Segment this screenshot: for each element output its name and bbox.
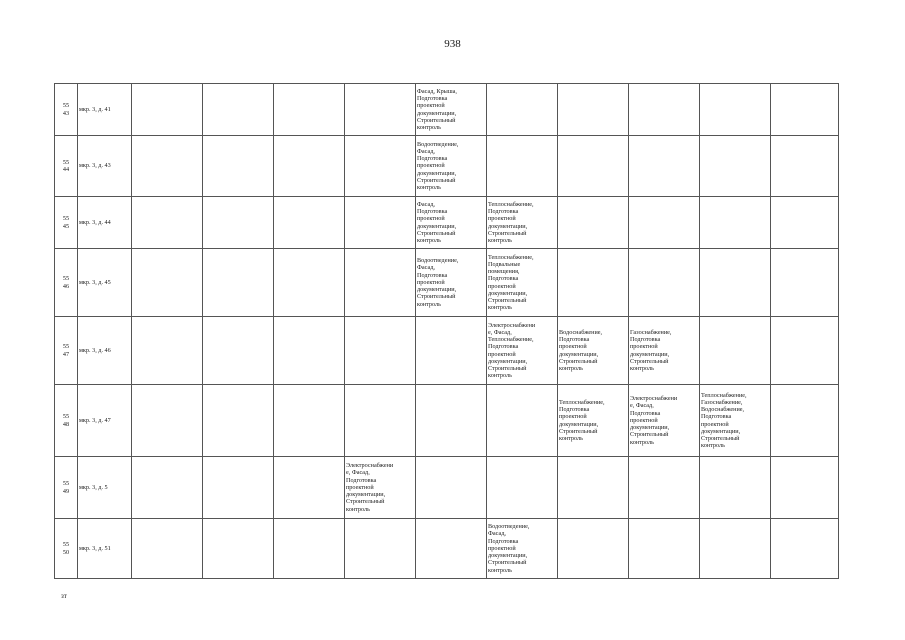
table-row bbox=[55, 317, 839, 385]
work-type-cell: Теплоснабжение, Подготовка проектной документации, Строительный контроль bbox=[487, 197, 558, 249]
work-type-cell bbox=[771, 249, 839, 317]
page-number: 938 bbox=[444, 38, 461, 50]
work-type-cell bbox=[132, 136, 203, 197]
work-type-cell bbox=[203, 457, 274, 519]
work-type-cell bbox=[771, 519, 839, 579]
address-cell: мкр. 3, д. 47 bbox=[78, 385, 132, 457]
work-type-cell bbox=[203, 249, 274, 317]
work-type-cell bbox=[700, 317, 771, 385]
work-type-cell bbox=[203, 197, 274, 249]
work-type-cell bbox=[629, 84, 700, 136]
work-type-cell bbox=[132, 519, 203, 579]
row-number-cell: 55 45 bbox=[55, 197, 78, 249]
row-number-cell: 55 43 bbox=[55, 84, 78, 136]
address-cell: мкр. 3, д. 44 bbox=[78, 197, 132, 249]
work-type-cell bbox=[132, 197, 203, 249]
work-type-cell bbox=[203, 385, 274, 457]
work-type-cell bbox=[487, 136, 558, 197]
table-row bbox=[55, 84, 839, 136]
work-type-cell bbox=[771, 136, 839, 197]
work-type-cell bbox=[132, 317, 203, 385]
work-type-cell: Электроснабжени е, Фасад, Подготовка проектной документации, Строительный контроль bbox=[629, 385, 700, 457]
work-type-cell bbox=[203, 317, 274, 385]
table-row bbox=[55, 519, 839, 579]
work-type-cell bbox=[700, 519, 771, 579]
table-row bbox=[55, 385, 839, 457]
work-type-cell bbox=[132, 84, 203, 136]
work-type-cell bbox=[274, 136, 345, 197]
work-type-cell bbox=[487, 457, 558, 519]
work-type-cell bbox=[771, 385, 839, 457]
work-type-cell bbox=[132, 249, 203, 317]
work-type-cell bbox=[487, 385, 558, 457]
work-type-cell bbox=[345, 249, 416, 317]
work-type-cell bbox=[771, 197, 839, 249]
work-type-cell bbox=[274, 197, 345, 249]
work-type-cell bbox=[274, 249, 345, 317]
work-type-cell bbox=[274, 84, 345, 136]
work-type-cell bbox=[345, 385, 416, 457]
address-cell: мкр. 3, д. 43 bbox=[78, 136, 132, 197]
row-number-cell: 55 47 bbox=[55, 317, 78, 385]
work-type-cell bbox=[700, 197, 771, 249]
work-type-cell: Теплоснабжение, Подвальные помещения, Подготовка проектной документации, Строительный контроль bbox=[487, 249, 558, 317]
footer-mark: зт bbox=[61, 592, 67, 600]
work-type-cell bbox=[771, 84, 839, 136]
row-number-cell: 55 46 bbox=[55, 249, 78, 317]
work-type-cell bbox=[203, 136, 274, 197]
table-row bbox=[55, 136, 839, 197]
work-type-cell bbox=[274, 457, 345, 519]
work-type-cell bbox=[558, 136, 629, 197]
work-type-cell bbox=[345, 197, 416, 249]
work-type-cell bbox=[274, 385, 345, 457]
work-type-cell bbox=[558, 197, 629, 249]
address-cell: мкр. 3, д. 45 bbox=[78, 249, 132, 317]
work-type-cell: Фасад, Крыша, Подготовка проектной документации, Строительный контроль bbox=[416, 84, 487, 136]
work-type-cell bbox=[203, 519, 274, 579]
work-type-cell bbox=[345, 519, 416, 579]
table-row bbox=[55, 249, 839, 317]
work-type-cell bbox=[558, 84, 629, 136]
work-type-cell bbox=[132, 385, 203, 457]
work-type-cell bbox=[558, 249, 629, 317]
work-type-cell bbox=[700, 136, 771, 197]
work-type-cell bbox=[487, 84, 558, 136]
work-type-cell bbox=[700, 84, 771, 136]
work-type-cell bbox=[345, 317, 416, 385]
work-type-cell bbox=[700, 457, 771, 519]
work-type-cell bbox=[416, 385, 487, 457]
table-row bbox=[55, 457, 839, 519]
address-cell: мкр. 3, д. 5 bbox=[78, 457, 132, 519]
table-row bbox=[55, 197, 839, 249]
row-number-cell: 55 48 bbox=[55, 385, 78, 457]
work-type-cell: Теплоснабжение, Подготовка проектной документации, Строительный контроль bbox=[558, 385, 629, 457]
work-type-cell: Водоотведение, Фасад, Подготовка проектной документации, Строительный контроль bbox=[416, 249, 487, 317]
work-type-cell bbox=[274, 317, 345, 385]
work-type-cell bbox=[203, 84, 274, 136]
work-type-cell bbox=[558, 457, 629, 519]
work-type-cell: Теплоснабжение, Газоснабжение, Водоснабжение, Подготовка проектной документации, Строительный контроль bbox=[700, 385, 771, 457]
address-cell: мкр. 3, д. 41 bbox=[78, 84, 132, 136]
work-type-cell bbox=[629, 249, 700, 317]
work-type-cell bbox=[274, 519, 345, 579]
work-type-cell bbox=[132, 457, 203, 519]
work-type-cell bbox=[629, 136, 700, 197]
row-number-cell: 55 50 bbox=[55, 519, 78, 579]
address-cell: мкр. 3, д. 46 bbox=[78, 317, 132, 385]
row-number-cell: 55 49 bbox=[55, 457, 78, 519]
work-type-cell bbox=[629, 457, 700, 519]
work-type-cell bbox=[345, 84, 416, 136]
work-type-cell bbox=[629, 519, 700, 579]
work-type-cell: Водоотведение, Фасад, Подготовка проектной документации, Строительный контроль bbox=[416, 136, 487, 197]
work-type-cell: Электроснабжени е, Фасад, Теплоснабжение, Подготовка проектной документации, Строительный контроль bbox=[487, 317, 558, 385]
work-type-cell bbox=[771, 457, 839, 519]
repair-schedule-table bbox=[54, 83, 839, 579]
work-type-cell: Водоснабжение, Подготовка проектной документации, Строительный контроль bbox=[558, 317, 629, 385]
address-cell: мкр. 3, д. 51 bbox=[78, 519, 132, 579]
work-type-cell bbox=[416, 457, 487, 519]
work-type-cell bbox=[700, 249, 771, 317]
work-type-cell bbox=[629, 197, 700, 249]
work-type-cell bbox=[558, 519, 629, 579]
row-number-cell: 55 44 bbox=[55, 136, 78, 197]
work-type-cell bbox=[416, 317, 487, 385]
work-type-cell bbox=[771, 317, 839, 385]
work-type-cell: Фасад, Подготовка проектной документации, Строительный контроль bbox=[416, 197, 487, 249]
work-type-cell: Газоснабжение, Подготовка проектной документации, Строительный контроль bbox=[629, 317, 700, 385]
work-type-cell: Электроснабжени е, Фасад, Подготовка проектной документации, Строительный контроль bbox=[345, 457, 416, 519]
work-type-cell bbox=[416, 519, 487, 579]
work-type-cell: Водоотведение, Фасад, Подготовка проектной документации, Строительный контроль bbox=[487, 519, 558, 579]
work-type-cell bbox=[345, 136, 416, 197]
